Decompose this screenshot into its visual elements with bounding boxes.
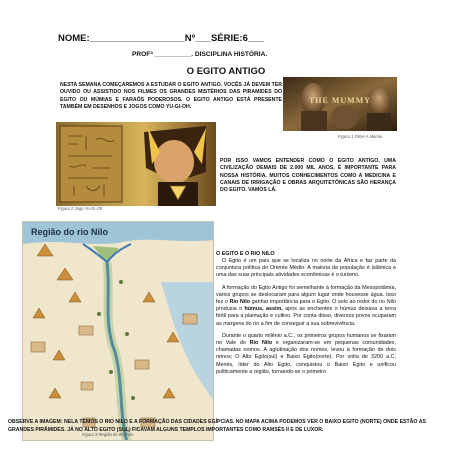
egypt-importance-paragraph: POR ISSO VAMOS ENTENDER COMO O EGITO ANTIGO, UMA CIVILIZAÇÃO DEMAIS DE 2.000 MIL ANOS, É IMPORTANTE PARA NOSSA HISTÓRIA. MUITOS CONHECIMENTOS COMO A MEDICINA E CANAIS DE IRRIGAÇÃO E OBRAS ARQUITETÔNICAS SÃO HERANÇA DO EGITO. VAMOS LÁ. [220,158,396,194]
nile-map-illustration [23,222,214,441]
map-caption: Figura 3 Região do Rio Nilo [82,432,134,437]
mummy-caption: Figura 1 Filme A Múmia [338,134,383,139]
section-body [216,258,396,381]
mummy-poster-illustration [283,77,397,131]
mummy-logo: THE MUMMY [308,96,372,105]
mummy-movie-image [283,77,397,131]
map-title: Região do rio Nilo [31,227,109,237]
nile-region-map [22,221,214,441]
section-heading: O EGITO E O RIO NILO [216,251,275,257]
paragraph-egypt-location: O Egito é um país que se localiza no norte da África e faz parte da conjuntura política do Oriente Médio. A maioria da população é islâmica e uma das suas principais atividades econômicas é o turismo. [216,258,396,279]
observation-footer: OBSERVE A IMAGEM: NELA TEMOS O RIO NILO E A FORMAÇÃO DAS CIDADES EGÍPCIAS. NO MAPA ACIMA PODEMOS VER O BAIXO EGITO (NORTE) ONDE ESTÃO AS GRANDES PIRÂMIDES. JÁ NO ALTO EGITO (SUL) FICAVAM ALGUNS TEMPLOS IMPORTANTES COMO RAMSÉS II E DE LUXOR. [8,419,426,433]
yugioh-caption: Figura 2 Jogo Yu-Gi-Oh [58,206,103,211]
page-title: O EGITO ANTIGO [186,66,266,77]
student-info-line: NOME:__________________Nº___SÉRIE:6___ [58,33,264,44]
yugioh-game-image [56,122,216,206]
intro-paragraph: NESTA SEMANA COMEÇAREMOS A ESTUDAR O EGITO ANTIGO. VOCÊS JÁ DEVEM TER OUVIDO OU ASSISTIDO NOS FILMES OS GRANDES MISTÉRIOS DAS PIRAMIDES DO EGITO OU MÚMIAS E FARAÓS PODEROSOS. O EGITO ANTIGO ESTÁ PRESENTE TAMBÉM EM DESENHOS E JOGOS COMO YU-GI-OH. [60,82,282,110]
paragraph-egypt-formation: A formação do Egito Antigo foi semelhante à formação da Mesopotâmia, vários grupos se deslocaram para algum lugar onde houvesse água. Isso fez o Rio Nilo ganhar importância para o Egito. O solo ao redor do rio Nilo produzia o húmus, assim, após as enchentes o húmus deixava a terra fértil para a plantação e cultivo. Por conta disso, diversos povos ocuparam as margens do rio a fim de conseguir a sua sobrevivência. [216,284,396,327]
teacher-discipline-line: PROFª __________. DISCIPLINA HISTÓRIA. [132,51,268,58]
paragraph-nomos: Durante o quarto milênio a.C., os primeiros grupos humanos se fixaram no Vale do Rio Nilo e organizaram-se em pequenas comunidades, chamadas nomos. A aglutinação dos nomos, levou à formação de dois reinos; O Alto Egito(sul) e Baixo Egito(norte). Por volta de 3200 a.C, Menés, líder do Alto Egito, conquistou o Baixo Egito e unificou politicamente a região, tornando-se o primeiro [216,332,396,375]
yugioh-illustration [56,122,216,206]
